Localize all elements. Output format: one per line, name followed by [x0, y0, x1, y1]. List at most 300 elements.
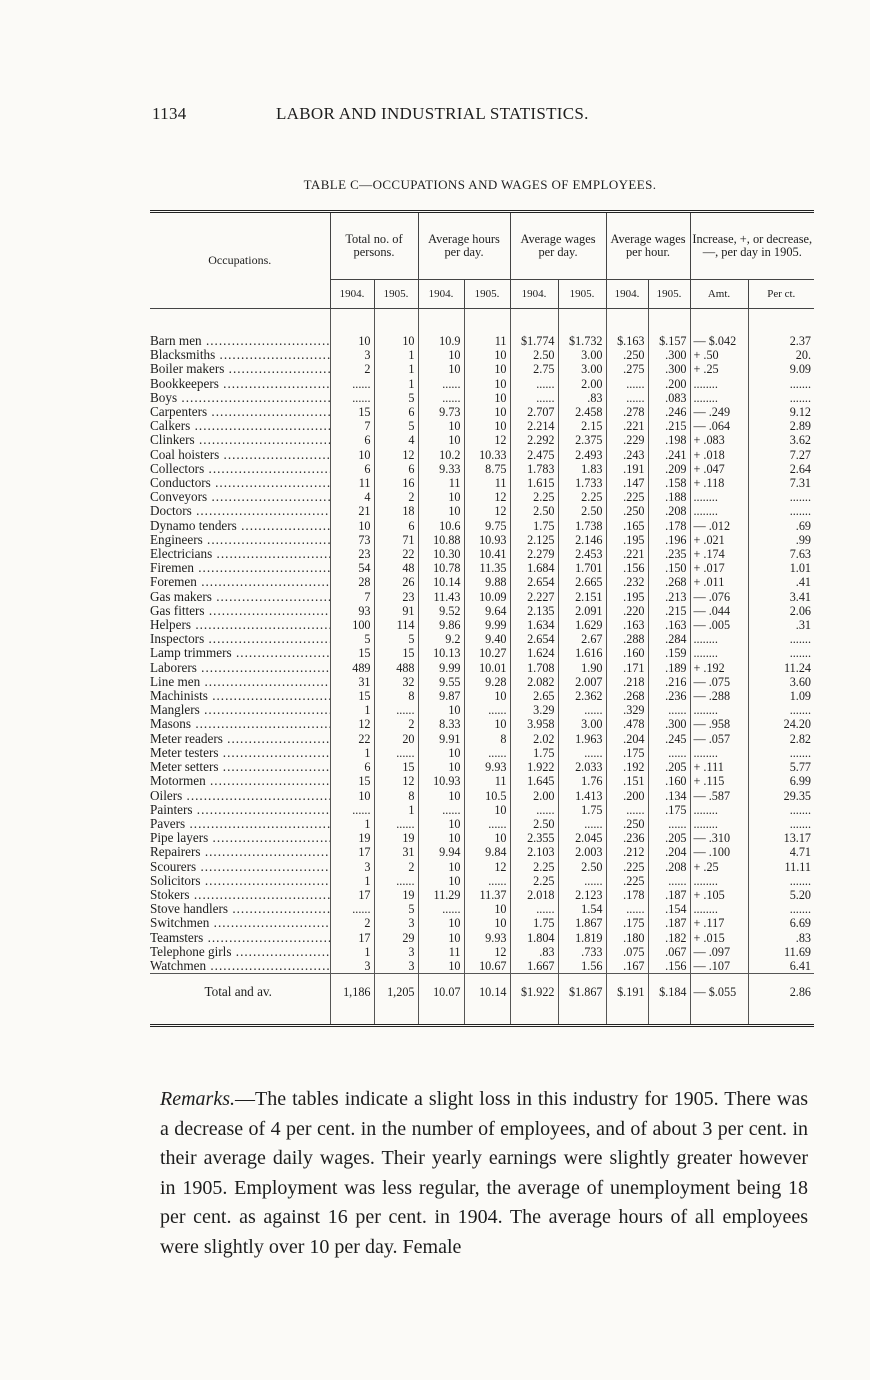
cell-wages-day-1904: 1.684 — [510, 561, 558, 575]
cell-hours-1905: ...... — [464, 817, 510, 831]
cell-occupation: Bookkeepers ..... — [150, 377, 330, 391]
cell-hours-1904: 10 — [418, 490, 464, 504]
table-row — [150, 632, 814, 646]
table-row — [150, 504, 814, 518]
table-row — [150, 661, 814, 675]
cell-change-pct: ....... — [748, 391, 814, 405]
cell-hours-1904: 10 — [418, 860, 464, 874]
cell-change-pct: 2.64 — [748, 462, 814, 476]
cell-change-amt: ........ — [690, 746, 748, 760]
cell-change-amt: — .044 — [690, 604, 748, 618]
cell-change-pct: 6.69 — [748, 916, 814, 930]
cell-change-pct: ....... — [748, 703, 814, 717]
cell-persons-1905: 71 — [374, 533, 418, 547]
cell-change-pct: 2.89 — [748, 419, 814, 433]
table-row — [150, 476, 814, 490]
cell-wages-day-1905: 1.733 — [558, 476, 606, 490]
header-change: Increase, +, or decrease, —, per day in 1905. — [690, 212, 814, 280]
cell-persons-1904: 73 — [330, 533, 374, 547]
cell-change-pct: 9.12 — [748, 405, 814, 419]
cell-occupation: Coal hoisters ..... — [150, 448, 330, 462]
cell-hours-1904: 9.73 — [418, 405, 464, 419]
cell-persons-1904: 6 — [330, 433, 374, 447]
cell-wages-hour-1904: .175 — [606, 916, 648, 930]
cell-wages-day-1905: 2.00 — [558, 377, 606, 391]
cell-wages-hour-1904: .221 — [606, 419, 648, 433]
table-row — [150, 433, 814, 447]
cell-wages-hour-1904: $.163 — [606, 334, 648, 348]
cell-wages-hour-1905: .188 — [648, 490, 690, 504]
table-row — [150, 888, 814, 902]
cell-hours-1904: 10 — [418, 760, 464, 774]
cell-wages-hour-1905: ...... — [648, 874, 690, 888]
cell-persons-1905: 2 — [374, 860, 418, 874]
cell-wages-hour-1905: .156 — [648, 959, 690, 974]
cell-persons-1904: 31 — [330, 675, 374, 689]
cell-occupation: Inspectors ..... — [150, 632, 330, 646]
cell-wages-hour-1904: .250 — [606, 817, 648, 831]
cell-wages-hour-1904: .151 — [606, 774, 648, 788]
cell-change-pct: ....... — [748, 646, 814, 660]
cell-change-pct: 6.41 — [748, 959, 814, 974]
cell-change-amt: — .076 — [690, 590, 748, 604]
cell-wages-day-1904: 1.708 — [510, 661, 558, 675]
table-row — [150, 689, 814, 703]
cell-persons-1905: 29 — [374, 931, 418, 945]
cell-persons-1904: 10 — [330, 448, 374, 462]
cell-hours-1905: 10.41 — [464, 547, 510, 561]
cell-wages-hour-1905: .158 — [648, 476, 690, 490]
cell-wages-hour-1905: .213 — [648, 590, 690, 604]
cell-change-amt: ........ — [690, 490, 748, 504]
cell-change-amt: + .117 — [690, 916, 748, 930]
cell-wages-day-1905: 1.701 — [558, 561, 606, 575]
cell-hours-1904: ...... — [418, 391, 464, 405]
cell-hours-1904: 10.6 — [418, 519, 464, 533]
cell-change-pct: ....... — [748, 504, 814, 518]
cell-occupation: Gas makers ..... — [150, 590, 330, 604]
cell-wages-day-1904: 1.783 — [510, 462, 558, 476]
cell-wages-hour-1904: ...... — [606, 391, 648, 405]
cell-wages-hour-1904: .220 — [606, 604, 648, 618]
cell-persons-1904: 10 — [330, 519, 374, 533]
cell-wages-day-1905: .83 — [558, 391, 606, 405]
cell-occupation: Meter readers ..... — [150, 732, 330, 746]
cell-wages-day-1905: 1.56 — [558, 959, 606, 974]
cell-wages-day-1904: 1.634 — [510, 618, 558, 632]
cell-persons-1905: 488 — [374, 661, 418, 675]
table-row — [150, 803, 814, 817]
cell-wages-hour-1904: .191 — [606, 462, 648, 476]
cell-occupation: Meter testers ..... — [150, 746, 330, 760]
cell-persons-1905: 1 — [374, 803, 418, 817]
cell-hours-1904: ...... — [418, 377, 464, 391]
cell-hours-1904: 9.94 — [418, 845, 464, 859]
cell-persons-1905: 22 — [374, 547, 418, 561]
cell-persons-1905: 48 — [374, 561, 418, 575]
cell-wages-day-1904: 2.75 — [510, 362, 558, 376]
cell-change-amt: + .50 — [690, 348, 748, 362]
cell-persons-1904: 17 — [330, 845, 374, 859]
table-row — [150, 575, 814, 589]
cell-wages-hour-1905: .083 — [648, 391, 690, 405]
cell-wages-hour-1904: .156 — [606, 561, 648, 575]
cell-hours-1905: 10 — [464, 348, 510, 362]
cell-wages-hour-1905: .215 — [648, 604, 690, 618]
cell-wages-hour-1904: .212 — [606, 845, 648, 859]
cell-persons-1905: 32 — [374, 675, 418, 689]
cell-persons-1904: 6 — [330, 760, 374, 774]
cell-wages-day-1905: 1.867 — [558, 916, 606, 930]
cell-change-pct: 20. — [748, 348, 814, 362]
cell-change-amt: — .075 — [690, 675, 748, 689]
cell-wages-hour-1904: .243 — [606, 448, 648, 462]
subheader-1904: 1904. — [330, 280, 374, 309]
cell-occupation: Doctors ..... — [150, 504, 330, 518]
cell-change-amt: + .115 — [690, 774, 748, 788]
cell-occupation: Electricians ..... — [150, 547, 330, 561]
cell-hours-1905: 12 — [464, 433, 510, 447]
table-row — [150, 831, 814, 845]
cell-persons-1905: 15 — [374, 760, 418, 774]
cell-wages-hour-1904: .204 — [606, 732, 648, 746]
table-row — [150, 945, 814, 959]
cell-wages-day-1904: ...... — [510, 803, 558, 817]
cell-wages-hour-1904: .195 — [606, 590, 648, 604]
cell-wages-day-1904: 2.103 — [510, 845, 558, 859]
cell-wages-hour-1904: .178 — [606, 888, 648, 902]
cell-hours-1905: 10.33 — [464, 448, 510, 462]
table-row — [150, 547, 814, 561]
cell-wages-hour-1905: .067 — [648, 945, 690, 959]
cell-occupation: Watchmen ..... — [150, 959, 330, 974]
cell-persons-1905: 3 — [374, 916, 418, 930]
cell-hours-1904: 11.43 — [418, 590, 464, 604]
cell-wages-hour-1904: .200 — [606, 789, 648, 803]
cell-occupation: Total and av. — [150, 974, 330, 1011]
cell-persons-1904: 100 — [330, 618, 374, 632]
cell-persons-1904: 21 — [330, 504, 374, 518]
cell-persons-1904: 10 — [330, 789, 374, 803]
table-row — [150, 703, 814, 717]
subheader-1905: 1905. — [558, 280, 606, 309]
cell-change-amt: + .105 — [690, 888, 748, 902]
cell-wages-hour-1905: .236 — [648, 689, 690, 703]
table-row — [150, 448, 814, 462]
table-row — [150, 561, 814, 575]
cell-wages-hour-1905: .300 — [648, 717, 690, 731]
cell-change-amt: + .118 — [690, 476, 748, 490]
cell-hours-1904: 8.33 — [418, 717, 464, 731]
cell-change-pct: 2.82 — [748, 732, 814, 746]
cell-wages-hour-1904: .275 — [606, 362, 648, 376]
cell-persons-1904: 4 — [330, 490, 374, 504]
cell-hours-1904: 9.91 — [418, 732, 464, 746]
cell-change-amt: — $.055 — [690, 974, 748, 1011]
cell-persons-1904: 12 — [330, 717, 374, 731]
cell-persons-1904: 10 — [330, 334, 374, 348]
header-avg-hours: Average hours per day. — [418, 212, 510, 280]
cell-change-amt: — .100 — [690, 845, 748, 859]
cell-hours-1904: 10.93 — [418, 774, 464, 788]
table-spacer — [150, 309, 814, 335]
table-row — [150, 377, 814, 391]
cell-persons-1905: 19 — [374, 831, 418, 845]
cell-wages-day-1905: 1.963 — [558, 732, 606, 746]
cell-change-amt: + .047 — [690, 462, 748, 476]
cell-wages-day-1904: 2.018 — [510, 888, 558, 902]
cell-change-pct: 5.20 — [748, 888, 814, 902]
table-row — [150, 874, 814, 888]
cell-wages-day-1904: 2.65 — [510, 689, 558, 703]
header-total-persons: Total no. of persons. — [330, 212, 418, 280]
cell-wages-hour-1905: .208 — [648, 504, 690, 518]
table-row — [150, 590, 814, 604]
cell-occupation: Meter setters ..... — [150, 760, 330, 774]
cell-persons-1904: 23 — [330, 547, 374, 561]
cell-occupation: Solicitors ..... — [150, 874, 330, 888]
cell-wages-hour-1905: $.157 — [648, 334, 690, 348]
cell-hours-1904: 10 — [418, 874, 464, 888]
cell-wages-day-1905: 2.375 — [558, 433, 606, 447]
cell-persons-1905: 12 — [374, 774, 418, 788]
cell-hours-1905: 10.01 — [464, 661, 510, 675]
cell-wages-day-1905: 2.033 — [558, 760, 606, 774]
cell-hours-1905: 9.93 — [464, 931, 510, 945]
cell-hours-1904: 10 — [418, 433, 464, 447]
cell-change-amt: ........ — [690, 632, 748, 646]
cell-change-pct: ....... — [748, 377, 814, 391]
table-row — [150, 618, 814, 632]
cell-wages-day-1904: 1.645 — [510, 774, 558, 788]
cell-hours-1905: ...... — [464, 874, 510, 888]
cell-wages-day-1904: 2.125 — [510, 533, 558, 547]
cell-persons-1905: 15 — [374, 646, 418, 660]
cell-persons-1904: 3 — [330, 959, 374, 974]
cell-hours-1904: 10 — [418, 817, 464, 831]
cell-hours-1904: 10 — [418, 419, 464, 433]
cell-wages-day-1905: $1.867 — [558, 974, 606, 1011]
cell-wages-day-1904: 2.50 — [510, 504, 558, 518]
cell-persons-1904: 5 — [330, 632, 374, 646]
subheader-1905: 1905. — [464, 280, 510, 309]
cell-change-pct: 11.69 — [748, 945, 814, 959]
cell-occupation: Firemen ..... — [150, 561, 330, 575]
cell-persons-1905: 20 — [374, 732, 418, 746]
cell-wages-hour-1904: .218 — [606, 675, 648, 689]
cell-occupation: Conductors ..... — [150, 476, 330, 490]
cell-wages-day-1904: 2.02 — [510, 732, 558, 746]
cell-hours-1905: ...... — [464, 703, 510, 717]
cell-persons-1904: 2 — [330, 916, 374, 930]
cell-hours-1904: 10 — [418, 916, 464, 930]
cell-change-pct: ....... — [748, 490, 814, 504]
cell-wages-day-1905: 2.67 — [558, 632, 606, 646]
total-row — [150, 974, 814, 1011]
page-number: 1134 — [152, 104, 187, 123]
table-row — [150, 789, 814, 803]
cell-wages-hour-1904: .225 — [606, 874, 648, 888]
cell-wages-day-1904: ...... — [510, 377, 558, 391]
wages-table — [150, 210, 814, 1027]
cell-wages-hour-1905: .246 — [648, 405, 690, 419]
cell-wages-day-1905: 2.25 — [558, 490, 606, 504]
cell-hours-1904: 9.33 — [418, 462, 464, 476]
cell-change-pct: 4.71 — [748, 845, 814, 859]
cell-change-amt: + .083 — [690, 433, 748, 447]
cell-hours-1904: 9.86 — [418, 618, 464, 632]
cell-occupation: Line men ..... — [150, 675, 330, 689]
cell-change-pct: ....... — [748, 874, 814, 888]
cell-change-pct: .69 — [748, 519, 814, 533]
table-row — [150, 931, 814, 945]
cell-wages-day-1905: 2.453 — [558, 547, 606, 561]
cell-occupation: Engineers ..... — [150, 533, 330, 547]
cell-occupation: Carpenters ..... — [150, 405, 330, 419]
remarks-paragraph — [160, 1085, 808, 1262]
cell-wages-day-1904: 1.75 — [510, 916, 558, 930]
cell-change-amt: ........ — [690, 377, 748, 391]
cell-change-pct: .83 — [748, 931, 814, 945]
cell-persons-1904: ...... — [330, 803, 374, 817]
cell-change-amt: + .018 — [690, 448, 748, 462]
cell-wages-day-1905: 2.665 — [558, 575, 606, 589]
table-end-rule — [150, 1010, 814, 1026]
cell-occupation: Clinkers ..... — [150, 433, 330, 447]
subheader-1905: 1905. — [374, 280, 418, 309]
cell-change-amt: + .174 — [690, 547, 748, 561]
cell-persons-1905: 114 — [374, 618, 418, 632]
cell-hours-1905: 10 — [464, 362, 510, 376]
cell-change-amt: + .015 — [690, 931, 748, 945]
cell-change-amt: ........ — [690, 902, 748, 916]
cell-change-pct: 24.20 — [748, 717, 814, 731]
cell-wages-hour-1905: .208 — [648, 860, 690, 874]
cell-hours-1905: 9.40 — [464, 632, 510, 646]
cell-hours-1904: 10.88 — [418, 533, 464, 547]
cell-occupation: Foremen ..... — [150, 575, 330, 589]
cell-persons-1905: ...... — [374, 703, 418, 717]
cell-hours-1905: 9.64 — [464, 604, 510, 618]
cell-hours-1904: 10.30 — [418, 547, 464, 561]
cell-persons-1904: 1,186 — [330, 974, 374, 1011]
cell-persons-1905: 4 — [374, 433, 418, 447]
cell-persons-1904: 7 — [330, 419, 374, 433]
table-row — [150, 717, 814, 731]
cell-persons-1904: 3 — [330, 348, 374, 362]
cell-change-amt: — .012 — [690, 519, 748, 533]
cell-wages-day-1905: 2.007 — [558, 675, 606, 689]
cell-persons-1904: ...... — [330, 902, 374, 916]
cell-wages-hour-1904: .175 — [606, 746, 648, 760]
header-avg-wages-day: Average wages per day. — [510, 212, 606, 280]
cell-wages-hour-1904: $.191 — [606, 974, 648, 1011]
cell-wages-day-1905: 2.151 — [558, 590, 606, 604]
cell-wages-hour-1905: .216 — [648, 675, 690, 689]
cell-persons-1905: 1 — [374, 362, 418, 376]
cell-hours-1904: 10.2 — [418, 448, 464, 462]
cell-wages-day-1905: ...... — [558, 874, 606, 888]
cell-hours-1905: 12 — [464, 860, 510, 874]
cell-persons-1905: 6 — [374, 462, 418, 476]
cell-wages-hour-1904: .236 — [606, 831, 648, 845]
cell-wages-day-1904: 3.958 — [510, 717, 558, 731]
cell-persons-1905: 3 — [374, 959, 418, 974]
cell-wages-day-1904: 2.654 — [510, 632, 558, 646]
subheader-1904: 1904. — [606, 280, 648, 309]
table-row — [150, 959, 814, 974]
cell-wages-hour-1905: .215 — [648, 419, 690, 433]
cell-wages-hour-1904: .075 — [606, 945, 648, 959]
cell-wages-hour-1904: .250 — [606, 348, 648, 362]
cell-persons-1905: 6 — [374, 519, 418, 533]
cell-occupation: Barn men ..... — [150, 334, 330, 348]
cell-occupation: Boys ..... — [150, 391, 330, 405]
cell-wages-day-1905: 2.123 — [558, 888, 606, 902]
cell-hours-1904: 9.87 — [418, 689, 464, 703]
cell-hours-1905: 10 — [464, 391, 510, 405]
cell-hours-1905: 11.37 — [464, 888, 510, 902]
cell-change-amt: + .111 — [690, 760, 748, 774]
cell-wages-day-1905: 1.76 — [558, 774, 606, 788]
cell-wages-day-1905: 1.413 — [558, 789, 606, 803]
table-row — [150, 732, 814, 746]
cell-persons-1905: 23 — [374, 590, 418, 604]
cell-wages-day-1904: 1.75 — [510, 746, 558, 760]
cell-wages-day-1905: 3.00 — [558, 717, 606, 731]
cell-persons-1904: 15 — [330, 646, 374, 660]
cell-persons-1905: 31 — [374, 845, 418, 859]
cell-persons-1904: 7 — [330, 590, 374, 604]
cell-wages-hour-1904: ...... — [606, 902, 648, 916]
table-row — [150, 845, 814, 859]
cell-hours-1905: 12 — [464, 490, 510, 504]
cell-persons-1904: ...... — [330, 391, 374, 405]
cell-persons-1904: 1 — [330, 874, 374, 888]
cell-wages-day-1904: 2.50 — [510, 348, 558, 362]
cell-hours-1905: 10 — [464, 405, 510, 419]
cell-wages-hour-1905: ...... — [648, 746, 690, 760]
cell-wages-day-1905: 2.146 — [558, 533, 606, 547]
cell-change-pct: ....... — [748, 902, 814, 916]
cell-change-amt: + .021 — [690, 533, 748, 547]
cell-change-amt: — $.042 — [690, 334, 748, 348]
cell-wages-hour-1904: .278 — [606, 405, 648, 419]
cell-wages-hour-1905: .160 — [648, 774, 690, 788]
cell-wages-hour-1904: .195 — [606, 533, 648, 547]
table-row — [150, 519, 814, 533]
header-avg-wages-hour: Average wages per hour. — [606, 212, 690, 280]
cell-hours-1905: 9.88 — [464, 575, 510, 589]
subheader-1904: 1904. — [418, 280, 464, 309]
cell-wages-hour-1905: .300 — [648, 348, 690, 362]
cell-change-amt: — .107 — [690, 959, 748, 974]
cell-change-pct: 1.09 — [748, 689, 814, 703]
cell-occupation: Telephone girls ..... — [150, 945, 330, 959]
cell-wages-hour-1904: .225 — [606, 490, 648, 504]
cell-change-pct: 29.35 — [748, 789, 814, 803]
cell-hours-1904: 10 — [418, 746, 464, 760]
cell-hours-1904: 10.9 — [418, 334, 464, 348]
cell-change-pct: ....... — [748, 803, 814, 817]
cell-hours-1905: 10.5 — [464, 789, 510, 803]
cell-occupation: Masons ..... — [150, 717, 330, 731]
cell-hours-1905: 10.14 — [464, 974, 510, 1011]
cell-wages-day-1904: 2.707 — [510, 405, 558, 419]
cell-wages-hour-1905: .209 — [648, 462, 690, 476]
cell-persons-1905: 12 — [374, 448, 418, 462]
cell-change-amt: ........ — [690, 803, 748, 817]
